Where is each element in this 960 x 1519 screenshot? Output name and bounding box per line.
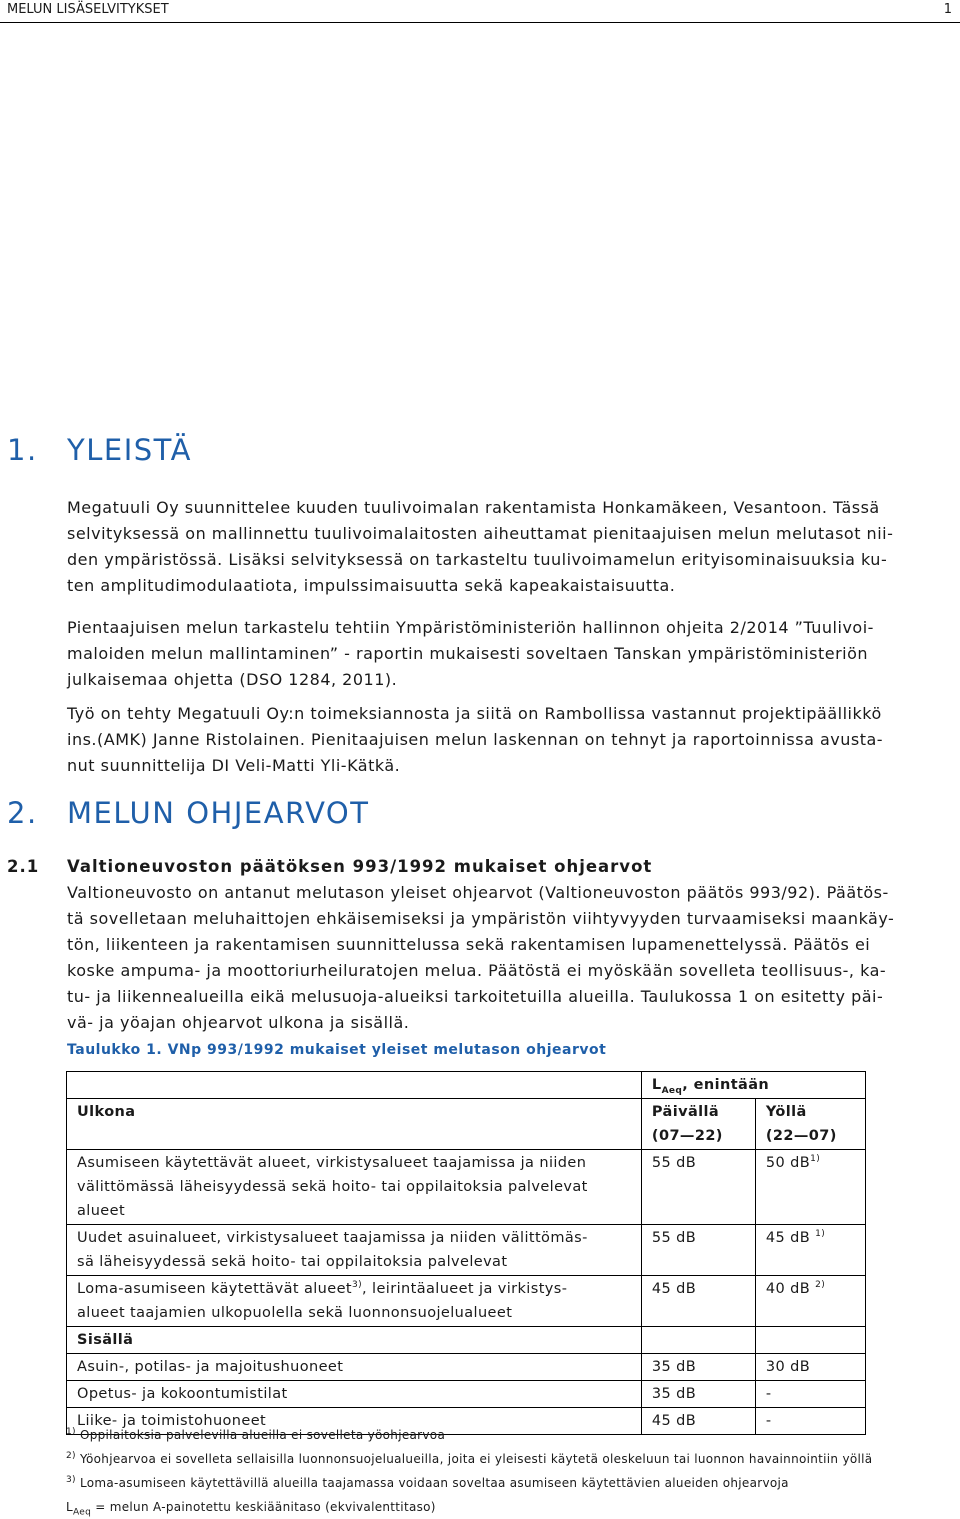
table-header-row-1	[67, 1072, 866, 1099]
laeq-max-header	[641, 1072, 865, 1099]
area-line: Asumiseen käytettävät alueet, virkistysalueet taajamissa ja niiden	[77, 1155, 587, 1171]
table-header-empty-cell	[67, 1072, 642, 1099]
footnote	[66, 1423, 872, 1447]
night-value: -	[755, 1381, 865, 1408]
day-hours: (07—22)	[651, 1128, 723, 1144]
room-label: Liike- ja toimistohuoneet	[67, 1408, 642, 1435]
text-line: maloiden melun mallintaminen” - raportin mukaisesti soveltaen Tanskan ympäristöministeriön	[67, 644, 869, 663]
footnote	[66, 1447, 872, 1471]
area-line: sä läheisyydessä sekä hoito- tai oppilaitoksia palvelevat	[77, 1254, 508, 1270]
page-number: 1	[943, 2, 952, 17]
night-value-cell	[755, 1225, 865, 1276]
area-text: , leirintäalueet ja virkistys-	[362, 1281, 568, 1297]
area-line: alueet	[77, 1203, 126, 1219]
night-value: 50 dB	[765, 1155, 811, 1171]
footnote-text: Loma-asumiseen käytettävillä alueilla taajamassa voidaan soveltaa asumiseen käytettävien alueiden ohjearvoja	[79, 1476, 789, 1490]
area-line: alueet taajamien ulkopuolella sekä luonnonsuojelualueet	[77, 1305, 513, 1321]
table-caption: Taulukko 1. VNp 993/1992 mukaiset yleiset melutason ohjearvot	[67, 1042, 607, 1058]
section-1-heading	[7, 433, 192, 467]
night-value: -	[755, 1408, 865, 1435]
area-cell	[67, 1150, 642, 1225]
footnote-mark: 2)	[66, 1451, 76, 1461]
day-label: Päivällä	[651, 1104, 720, 1120]
text-line: nut suunnittelija DI Veli-Matti Yli-Kätkä.	[67, 756, 401, 775]
day-value: 45 dB	[641, 1276, 755, 1327]
table-row	[67, 1381, 866, 1408]
outdoor-header	[67, 1099, 642, 1150]
laeq-subscript: Aeq	[73, 1507, 92, 1518]
text-line: selvityksessä on mallinnettu tuulivoimalaitosten aiheuttamat pienitaajuisen melun melutasot nii-	[67, 524, 894, 543]
night-value: 45 dB	[765, 1230, 816, 1246]
text-line: ins.(AMK) Janne Ristolainen. Pienitaajuisen melun laskennan on tehnyt ja raportoinnissa avusta-	[67, 730, 884, 749]
day-header	[641, 1099, 755, 1150]
footnote-text: Yöohjearvoa ei sovelleta sellaisilla luonnonsuojelualueilla, joita ei yleisesti käytetä oleskeluun tai luonnon havainnointiin yöllä	[79, 1452, 873, 1466]
indoor-label: Sisällä	[67, 1327, 642, 1354]
night-value: 40 dB	[765, 1281, 816, 1297]
section-1-number: 1.	[7, 433, 38, 467]
laeq-subscript: Aeq	[661, 1085, 683, 1096]
table-header-row-2	[67, 1099, 866, 1150]
footnote-ref: 3)	[351, 1280, 363, 1291]
text-line: koske ampuma- ja moottoriurheiluratojen melua. Päätöstä ei myöskään sovelleta teollisuus-, ka-	[67, 961, 887, 980]
section-2-number: 2.	[7, 796, 38, 830]
text-line: vä- ja yöajan ohjearvot ulkona ja sisällä.	[67, 1013, 410, 1032]
night-value-cell	[755, 1276, 865, 1327]
area-text: Loma-asumiseen käytettävät alueet	[77, 1281, 352, 1297]
night-header	[755, 1099, 865, 1150]
footnote-mark: 1)	[66, 1427, 76, 1437]
day-value: 55 dB	[641, 1150, 755, 1225]
section-1-title: YLEISTÄ	[67, 433, 192, 467]
text-line: Työ on tehty Megatuuli Oy:n toimeksiannosta ja siitä on Rambollissa vastannut projektipäällikkö	[67, 704, 882, 723]
footnote-ref: 1)	[810, 1154, 821, 1165]
laeq-symbol: L	[66, 1500, 73, 1514]
empty-cell	[755, 1327, 865, 1354]
section-2-title: MELUN OHJEARVOT	[67, 796, 370, 830]
empty-cell	[641, 1327, 755, 1354]
area-line	[77, 1277, 631, 1301]
night-hours: (22—07)	[765, 1128, 837, 1144]
text-line: Valtioneuvosto on antanut melutason yleiset ohjearvot (Valtioneuvoston päätös 993/92). Päätös-	[67, 883, 889, 902]
laeq-definition	[66, 1495, 872, 1519]
area-cell	[67, 1276, 642, 1327]
section-1-paragraph-2	[67, 615, 953, 693]
day-value: 35 dB	[641, 1381, 755, 1408]
footnote-ref: 1)	[815, 1229, 826, 1240]
text-line: Megatuuli Oy suunnittelee kuuden tuulivoimalan rakentamista Honkamäkeen, Vesantoon. Tässä	[67, 498, 880, 517]
room-label: Opetus- ja kokoontumistilat	[67, 1381, 642, 1408]
table-row	[67, 1225, 866, 1276]
area-line: Uudet asuinalueet, virkistysalueet taajamissa ja niiden välittömäs-	[77, 1230, 588, 1246]
day-value: 35 dB	[641, 1354, 755, 1381]
outdoor-label: Ulkona	[77, 1104, 136, 1120]
night-label: Yöllä	[765, 1104, 807, 1120]
table-row	[67, 1276, 866, 1327]
indoor-header-row	[67, 1327, 866, 1354]
footnote-text: Oppilaitoksia palvelevilla alueilla ei sovelleta yöohjearvoa	[79, 1428, 446, 1442]
section-1-paragraph-3	[67, 701, 953, 779]
section-2-1-title: Valtioneuvoston päätöksen 993/1992 mukaiset ohjearvot	[67, 857, 653, 876]
footnote-mark: 3)	[66, 1475, 76, 1485]
section-2-1-number: 2.1	[7, 857, 40, 876]
table-row	[67, 1150, 866, 1225]
text-line: den ympäristössä. Lisäksi selvityksessä on tarkasteltu tuulivoimamelun erityisominaisuuksia ku-	[67, 550, 888, 569]
section-2-1-heading	[7, 857, 652, 876]
laeq-definition-text: = melun A-painotettu keskiäänitaso (ekvivalenttitaso)	[91, 1500, 436, 1514]
text-line: tä sovelletaan meluhaittojen ehkäisemiseksi ja ympäristön viihtyvyyden turvaamiseksi maankäy-	[67, 909, 895, 928]
footnote-ref: 2)	[815, 1280, 826, 1291]
area-cell	[67, 1225, 642, 1276]
room-label: Asuin-, potilas- ja majoitushuoneet	[67, 1354, 642, 1381]
section-2-heading	[7, 796, 369, 830]
night-value-cell	[755, 1150, 865, 1225]
area-line: välittömässä läheisyydessä sekä hoito- tai oppilaitoksia palvelevat	[77, 1179, 588, 1195]
text-line: Pientaajuisen melun tarkastelu tehtiin Ympäristöministeriön hallinnon ohjeita 2/2014 ”Tuulivoi-	[67, 618, 874, 637]
document-title: MELUN LISÄSELVITYKSET	[7, 2, 169, 17]
section-2-paragraph-1	[67, 880, 953, 1036]
day-value: 45 dB	[641, 1408, 755, 1435]
laeq-header-suffix: , enintään	[682, 1077, 770, 1093]
text-line: julkaisemaa ohjetta (DSO 1284, 2011).	[67, 670, 398, 689]
laeq-symbol: L	[651, 1077, 662, 1093]
table-row	[67, 1354, 866, 1381]
noise-limits-table	[66, 1071, 866, 1435]
footnote	[66, 1471, 872, 1495]
text-line: tu- ja liikennealueilla eikä melusuojа-alueiksi tarkoitetuilla alueilla. Taulukossa 1 on esitetty päi-	[67, 987, 884, 1006]
text-line: ten amplitudimodulaatiota, impulssimaisuutta sekä kapeakaistaisuutta.	[67, 576, 676, 595]
section-1-paragraph-1	[67, 495, 953, 599]
day-value: 55 dB	[641, 1225, 755, 1276]
night-value: 30 dB	[755, 1354, 865, 1381]
running-header	[0, 0, 960, 23]
text-line: tön, liikenteen ja rakentamisen suunnittelussa sekä rakentamisen lupamenettelyssä. Päätös ei	[67, 935, 871, 954]
